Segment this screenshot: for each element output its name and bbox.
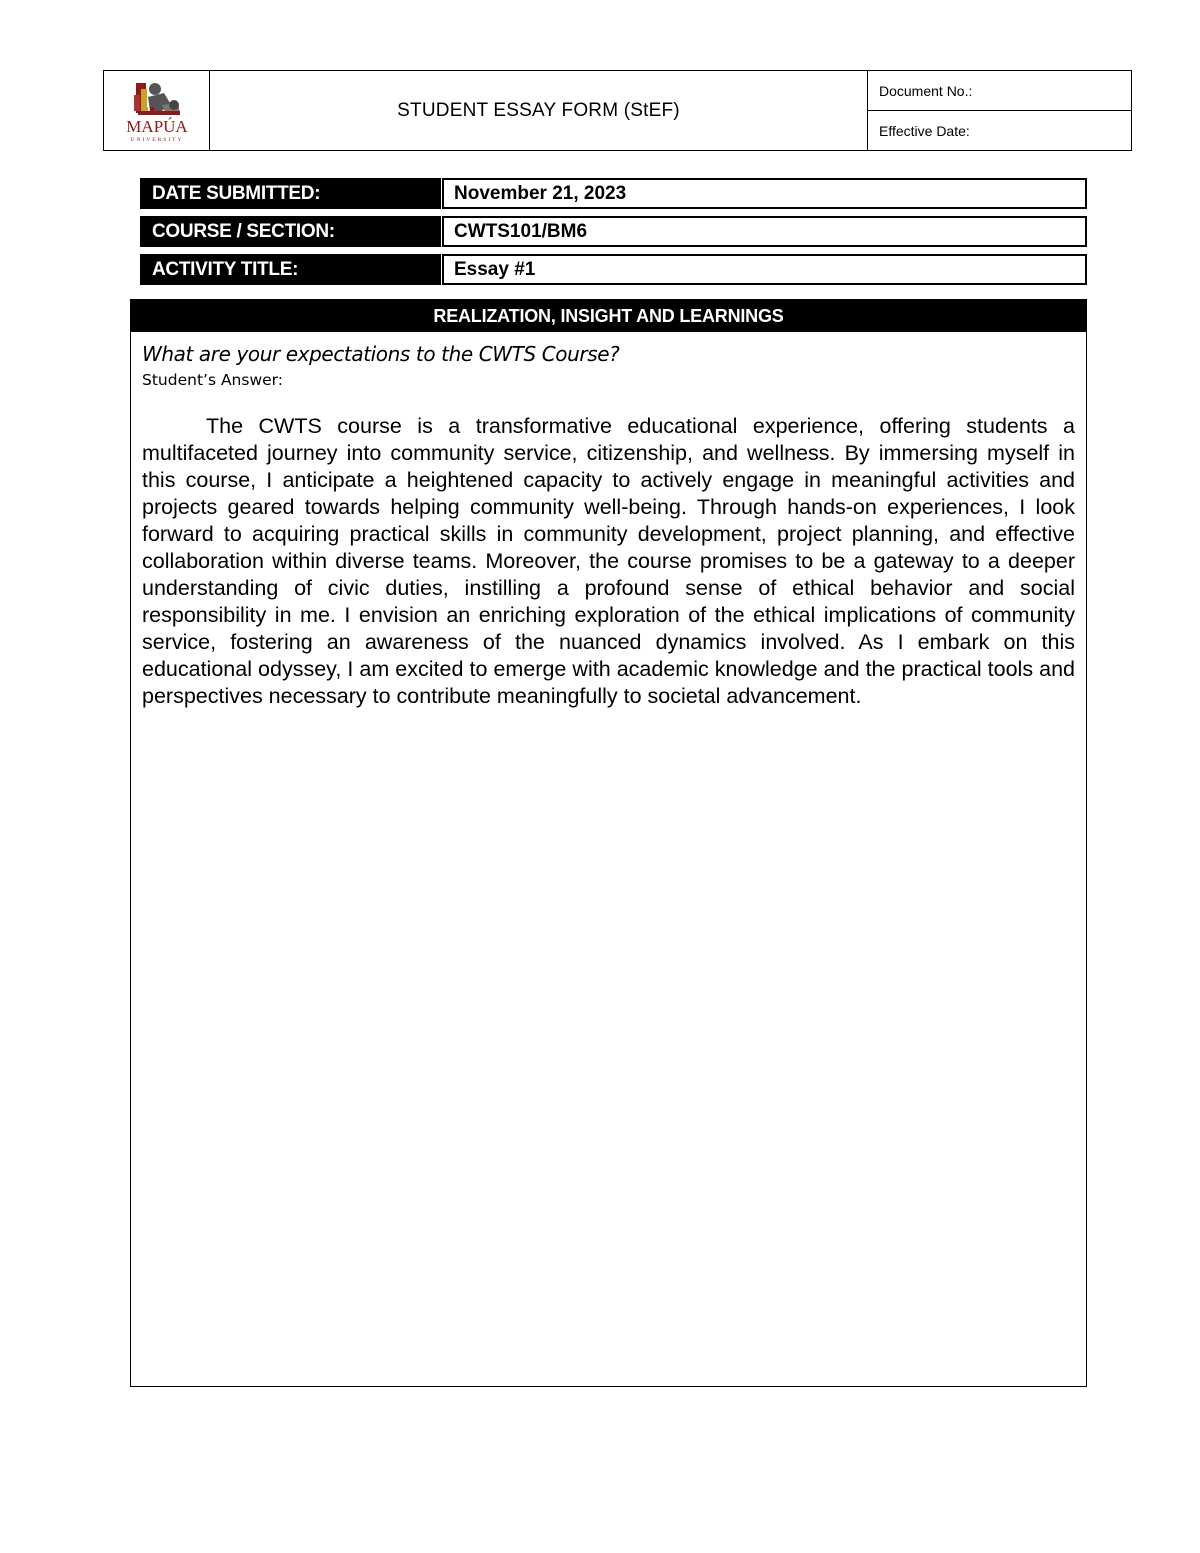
- svg-text:UNIVERSITY: UNIVERSITY: [130, 136, 183, 143]
- university-logo: [122, 75, 192, 147]
- date-submitted-value[interactable]: November 21, 2023: [442, 178, 1087, 209]
- course-section-label: COURSE / SECTION:: [140, 216, 441, 247]
- answer-label: Student’s Answer:: [142, 371, 283, 389]
- realization-section: [130, 299, 1087, 1387]
- activity-title-label: ACTIVITY TITLE:: [140, 254, 441, 285]
- course-section-row: [140, 216, 1087, 247]
- answer-text[interactable]: The CWTS course is a transformative educational experience, offering students a multifaceted journey into community service, citizenship, and wellness. By immersing myself in this course, I anticipate a heightened capacity to actively engage in meaningful activities and projects geared towards helping community well-being. Through hands-on experiences, I look forward to acquiring practical skills in community development, project planning, and effective collaboration within diverse teams. Moreover, the course promises to be a gateway to a deeper understanding of civic duties, instilling a profound sense of ethical behavior and social responsibility in me. I envision an enriching exploration of the ethical implications of community service, fostering an awareness of the nuanced dynamics involved. As I embark on this educational odyssey, I am excited to emerge with academic knowledge and the practical tools and perspectives necessary to contribute meaningfully to societal advancement.: [142, 414, 1075, 708]
- activity-title-row: [140, 254, 1087, 285]
- form-title: STUDENT ESSAY FORM (StEF): [210, 71, 868, 150]
- document-no-label: Document No.:: [879, 82, 973, 99]
- course-section-value[interactable]: CWTS101/BM6: [442, 216, 1087, 247]
- date-submitted-label: DATE SUBMITTED:: [140, 178, 441, 209]
- effective-date-label: Effective Date:: [868, 110, 1131, 150]
- form-header: [103, 70, 1132, 151]
- date-submitted-row: [140, 178, 1087, 209]
- activity-title-value[interactable]: Essay #1: [442, 254, 1087, 285]
- document-meta: [868, 71, 1131, 150]
- essay-question: What are your expectations to the CWTS Course?: [142, 342, 620, 366]
- section-heading: REALIZATION, INSIGHT AND LEARNINGS: [131, 300, 1086, 332]
- svg-text:MAPÚA: MAPÚA: [125, 116, 188, 136]
- logo-cell: [104, 71, 210, 150]
- seal-emblem-icon: [134, 83, 180, 115]
